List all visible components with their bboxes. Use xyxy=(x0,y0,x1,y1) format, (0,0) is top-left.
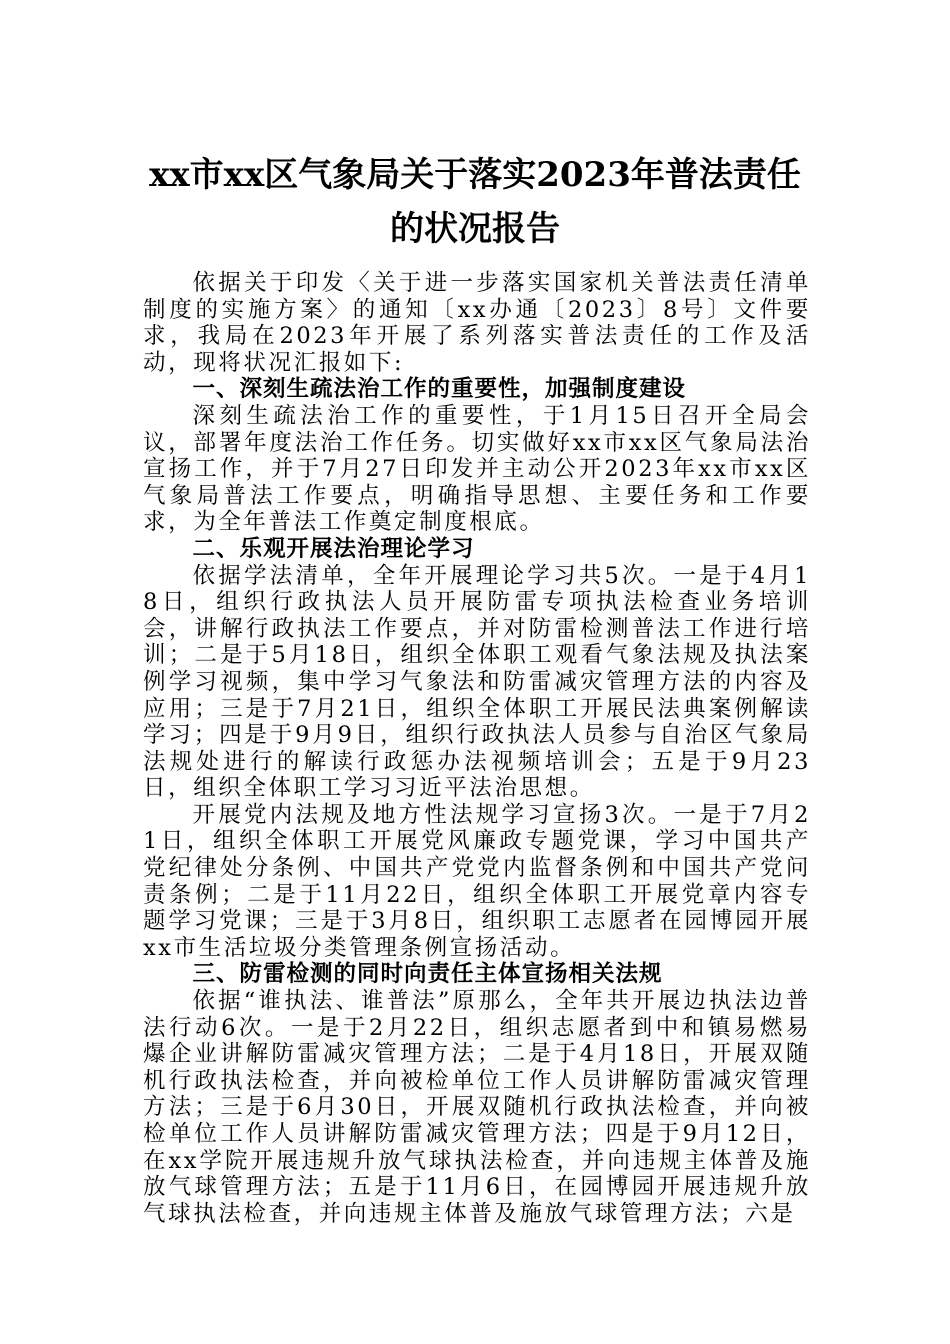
section-3-paragraph: 依据“谁执法、谁普法”原那么，全年共开展边执法边普法行动6次。一是于2月22日，组织志愿者到中和镇易燃易爆企业讲解防雷减灾管理方法；二是于4月18日，开展双随机行政执法检查，并向被检单位工作人员讲解防雷减灾管理方法；三是于6月30日，开展双随机行政执法检查，并向被检单位工作人员讲解防雷减灾管理方法；四是于9月12日，在xx学院开展违规升放气球执法检查，并向违规主体普及施放气球管理方法；五是于11月6日，在园博园开展违规升放气球执法检查，并向违规主体普及施放气球管理方法；六是 xyxy=(143,988,811,1227)
title-line-1: xx市xx区气象局关于落实2023年普法责任 xyxy=(149,155,801,195)
section-3-heading: 三、防雷检测的同时向责任主体宣扬相关法规 xyxy=(192,961,663,988)
intro-paragraph: 依据关于印发〈关于进一步落实国家机关普法责任清单制度的实施方案〉的通知〔xx办通〔2023〕8号〕文件要求，我局在2023年开展了系列落实普法责任的工作及活动，现将状况汇报如下: xyxy=(143,270,811,376)
document-body xyxy=(143,270,811,1227)
section-2-heading: 二、乐观开展法治理论学习 xyxy=(192,535,475,562)
title-line-2: 的状况报告 xyxy=(390,209,560,249)
section-2-paragraph-1: 依据学法清单，全年开展理论学习共5次。一是于4月18日，组织行政执法人员开展防雷专项执法检查业务培训会，讲解行政执法工作要点，并对防雷检测普法工作进行培训；二是于5月18日，组织全体职工观看气象法规及执法案例学习视频，集中学习气象法和防雷减灾管理方法的内容及应用；三是于7月21日，组织全体职工开展民法典案例解读学习；四是于9月9日，组织行政执法人员参与自治区气象局法规处进行的解读行政惩办法视频培训会；五是于9月23日，组织全体职工学习习近平法治思想。 xyxy=(143,562,811,802)
section-2-paragraph-2: 开展党内法规及地方性法规学习宣扬3次。一是于7月21日，组织全体职工开展党风廉政专题党课，学习中国共产党纪律处分条例、中国共产党党内监督条例和中国共产党问责条例；二是于11月22日，组织全体职工开展党章内容专题学习党课；三是于3月8日，组织职工志愿者在园博园开展xx市生活垃圾分类管理条例宣扬活动。 xyxy=(143,801,811,961)
section-1-paragraph: 深刻生疏法治工作的重要性，于1月15日召开全局会议，部署年度法治工作任务。切实做好xx市xx区气象局法治宣扬工作，并于7月27日印发并主动公开2023年xx市xx区气象局普法工作要点，明确指导思想、主要任务和工作要求，为全年普法工作奠定制度根底。 xyxy=(143,402,811,536)
section-1-heading: 一、深刻生疏法治工作的重要性，加强制度建设 xyxy=(192,376,687,403)
document-title xyxy=(100,148,850,256)
